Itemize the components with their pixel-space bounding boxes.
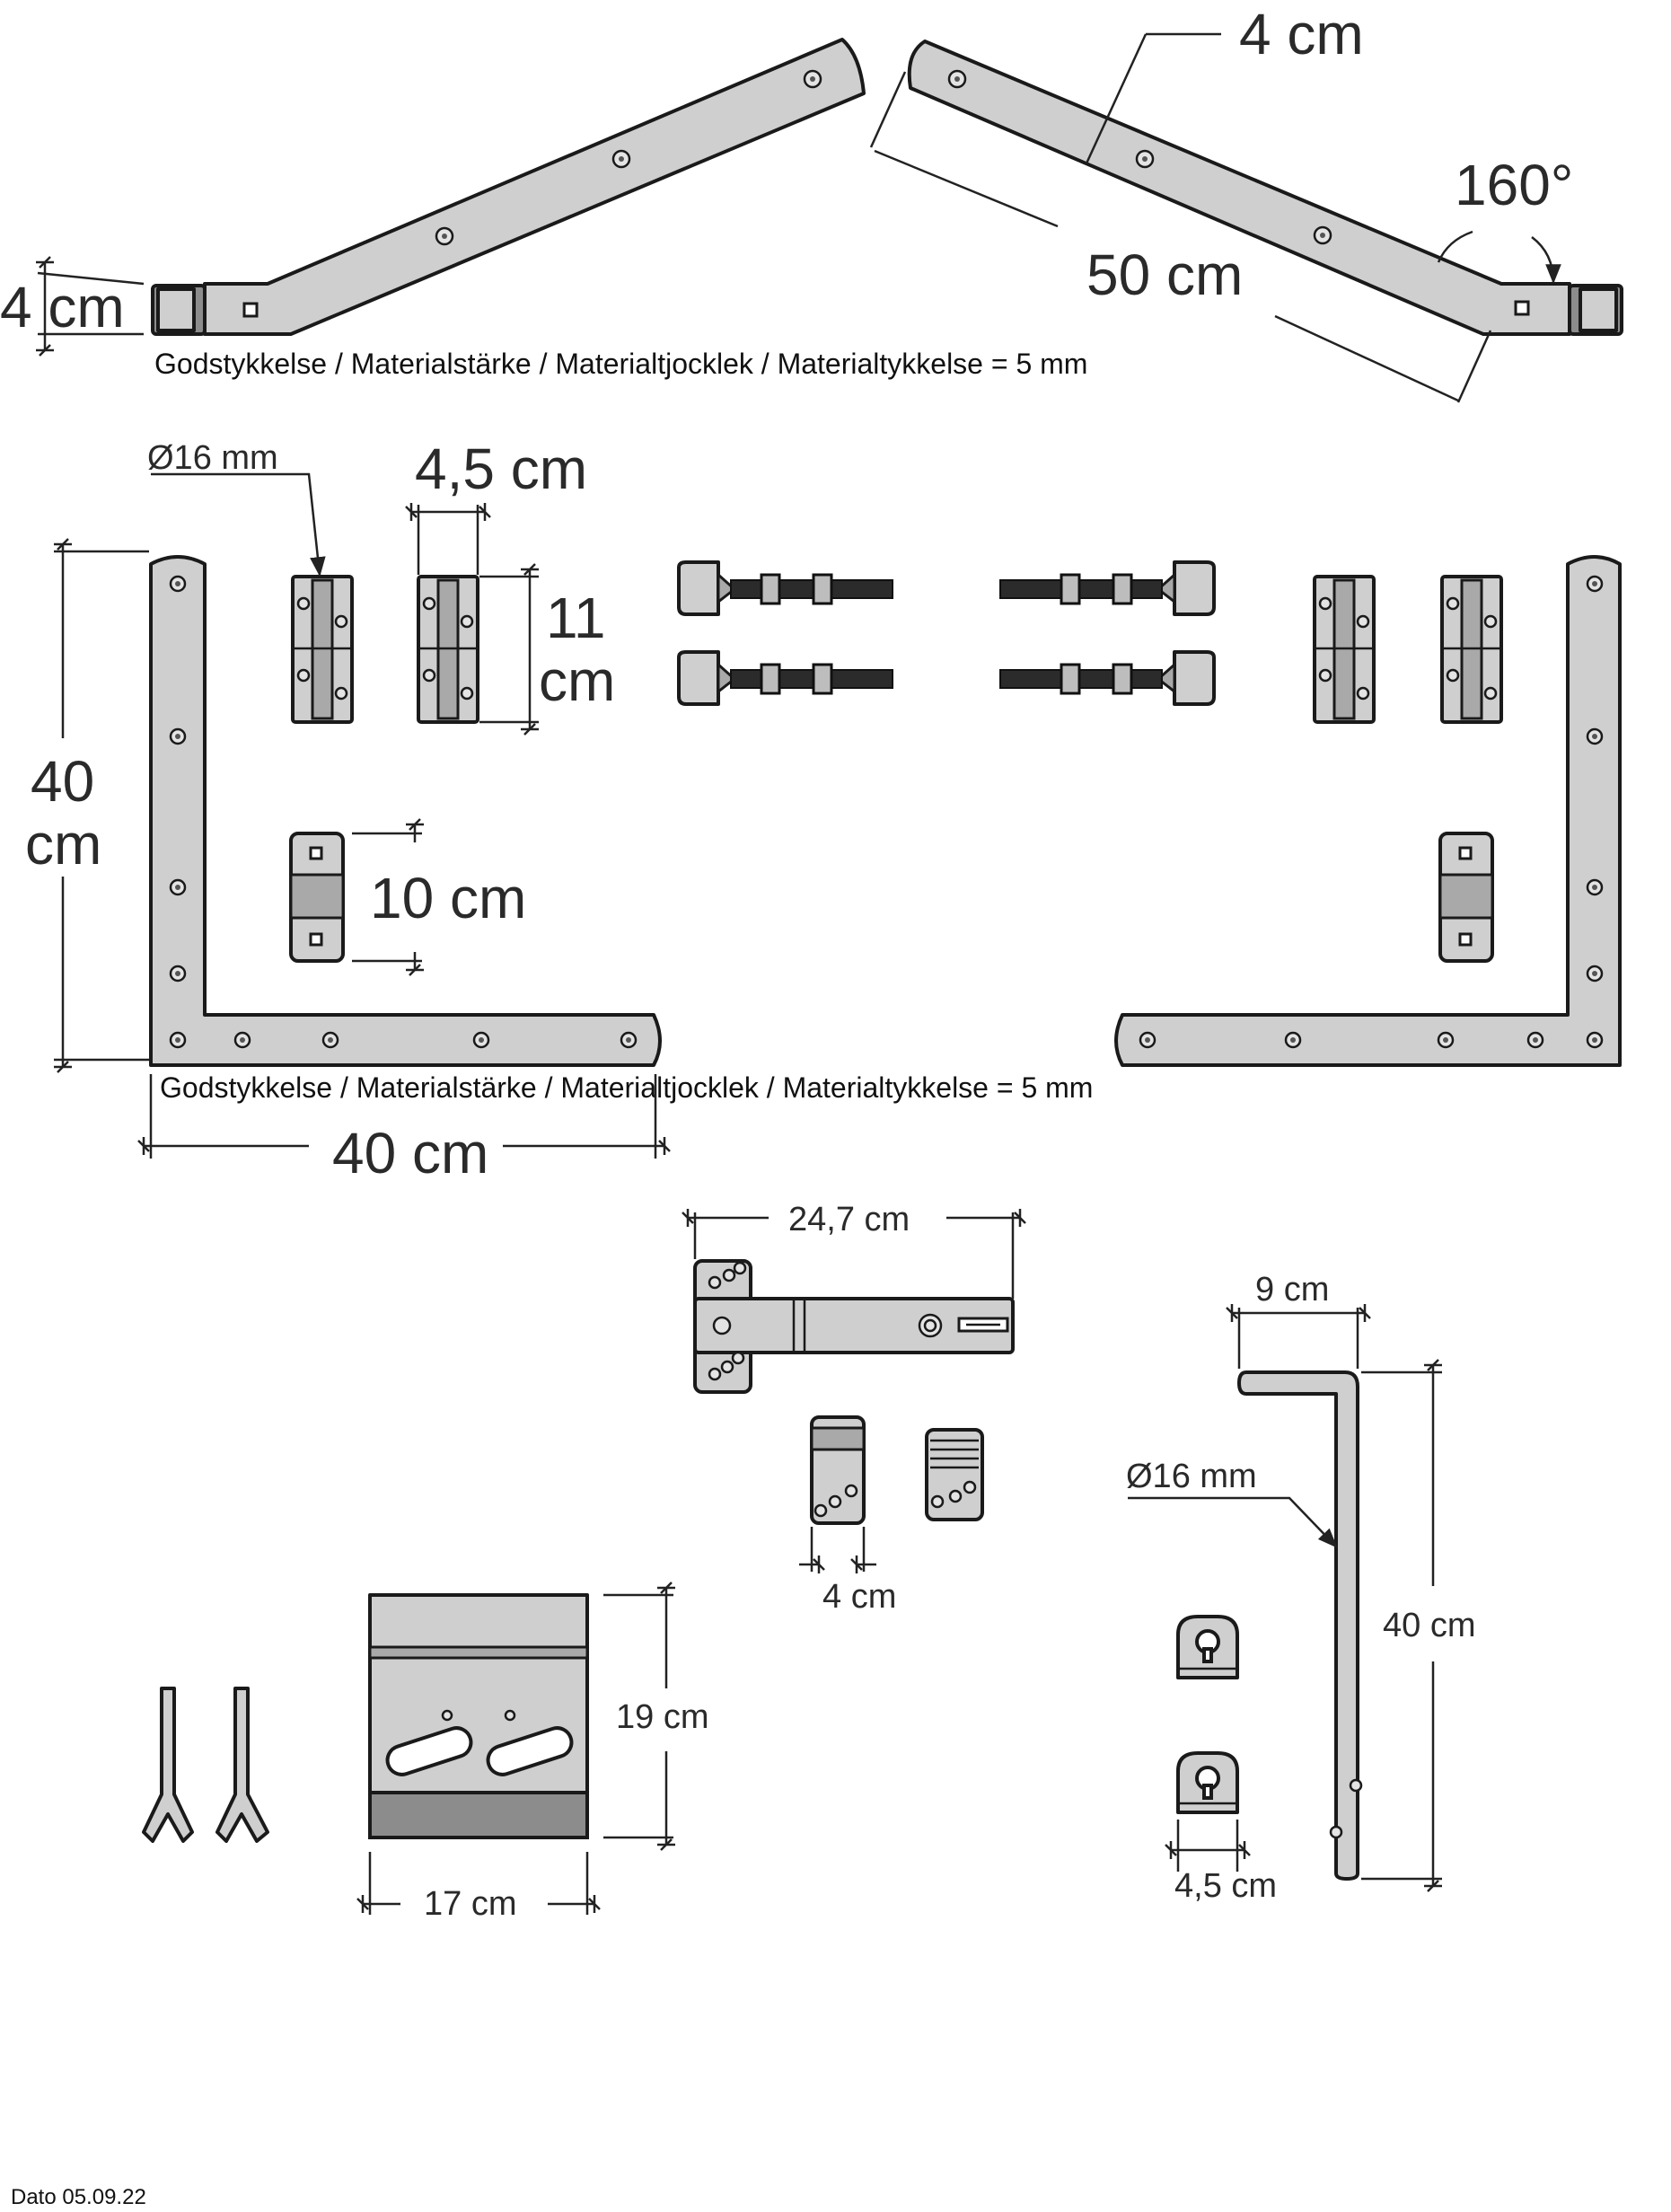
pin-hinge-4 (1442, 577, 1501, 722)
keyhole-keeper-2 (1178, 1753, 1237, 1812)
drop-bolt (1239, 1372, 1361, 1879)
dim-hinge-height (479, 569, 539, 729)
dim-drop-bolt-diameter-label: Ø16 mm (1126, 1458, 1257, 1495)
strap-clip-left (291, 833, 343, 961)
ground-anchor-1 (144, 1688, 192, 1841)
thickness-note-middle: Godstykkelse / Materialstärke / Materialtjocklek / Materialtykkelse = 5 mm (160, 1071, 1094, 1104)
bolt-hinge-1 (679, 562, 893, 614)
dim-keeper-width (1171, 1820, 1244, 1872)
pin-hinge-2 (418, 577, 478, 722)
dim-bracket-width-label: 40 cm (332, 1121, 489, 1185)
dim-hinge-height-label-2: cm (539, 648, 616, 713)
dim-hinge-width (411, 505, 485, 575)
dim-drop-bolt-handle (1232, 1308, 1365, 1369)
dim-strap-length-label: 50 cm (1086, 242, 1244, 307)
bolt-hinge-2 (679, 652, 893, 704)
dim-catch-width-label: 4 cm (822, 1578, 897, 1616)
gate-stop-plate (370, 1595, 587, 1837)
dim-bracket-height-label-2: cm (25, 812, 102, 877)
dim-pin-diameter-label: Ø16 mm (147, 439, 278, 477)
bolt-hinge-4 (1000, 652, 1214, 704)
dim-keeper-width-label: 4,5 cm (1174, 1867, 1278, 1905)
dim-bracket-height-label-1: 40 (31, 749, 95, 814)
dim-drop-bolt-length-label: 40 cm (1383, 1607, 1476, 1644)
drawing-date: Dato 05.09.22 (11, 2185, 146, 2209)
angled-hinge-strap-left (153, 40, 864, 334)
dim-drop-bolt-diameter (1128, 1498, 1336, 1547)
dim-latch-length-label: 24,7 cm (788, 1201, 910, 1238)
pin-hinge-1 (293, 577, 352, 722)
dim-strap-angle-label: 160° (1455, 153, 1574, 217)
dim-plate-width-label: 17 cm (424, 1885, 517, 1923)
dim-strap-width-right-label: 4 cm (1239, 2, 1364, 66)
latch-catch-left (812, 1417, 864, 1523)
dim-strap-width-left-label: 4 cm (0, 275, 125, 339)
dim-catch-width (799, 1527, 876, 1572)
strap-clip-right (1440, 833, 1492, 961)
dim-plate-height-label: 19 cm (616, 1698, 709, 1736)
pin-hinge-3 (1315, 577, 1374, 722)
latch-catch-right (927, 1430, 982, 1520)
gate-latch (695, 1261, 1013, 1392)
bolt-hinge-3 (1000, 562, 1214, 614)
dim-hinge-height-label-1: 11 (546, 586, 606, 650)
keyhole-keeper-1 (1178, 1617, 1237, 1678)
ground-anchor-2 (217, 1688, 268, 1841)
dim-clip-height-label: 10 cm (370, 866, 527, 930)
thickness-note-top: Godstykkelse / Materialstärke / Materialtjocklek / Materialtykkelse = 5 mm (154, 348, 1088, 380)
dim-drop-bolt-handle-label: 9 cm (1255, 1271, 1330, 1309)
dim-hinge-width-label: 4,5 cm (415, 436, 588, 501)
